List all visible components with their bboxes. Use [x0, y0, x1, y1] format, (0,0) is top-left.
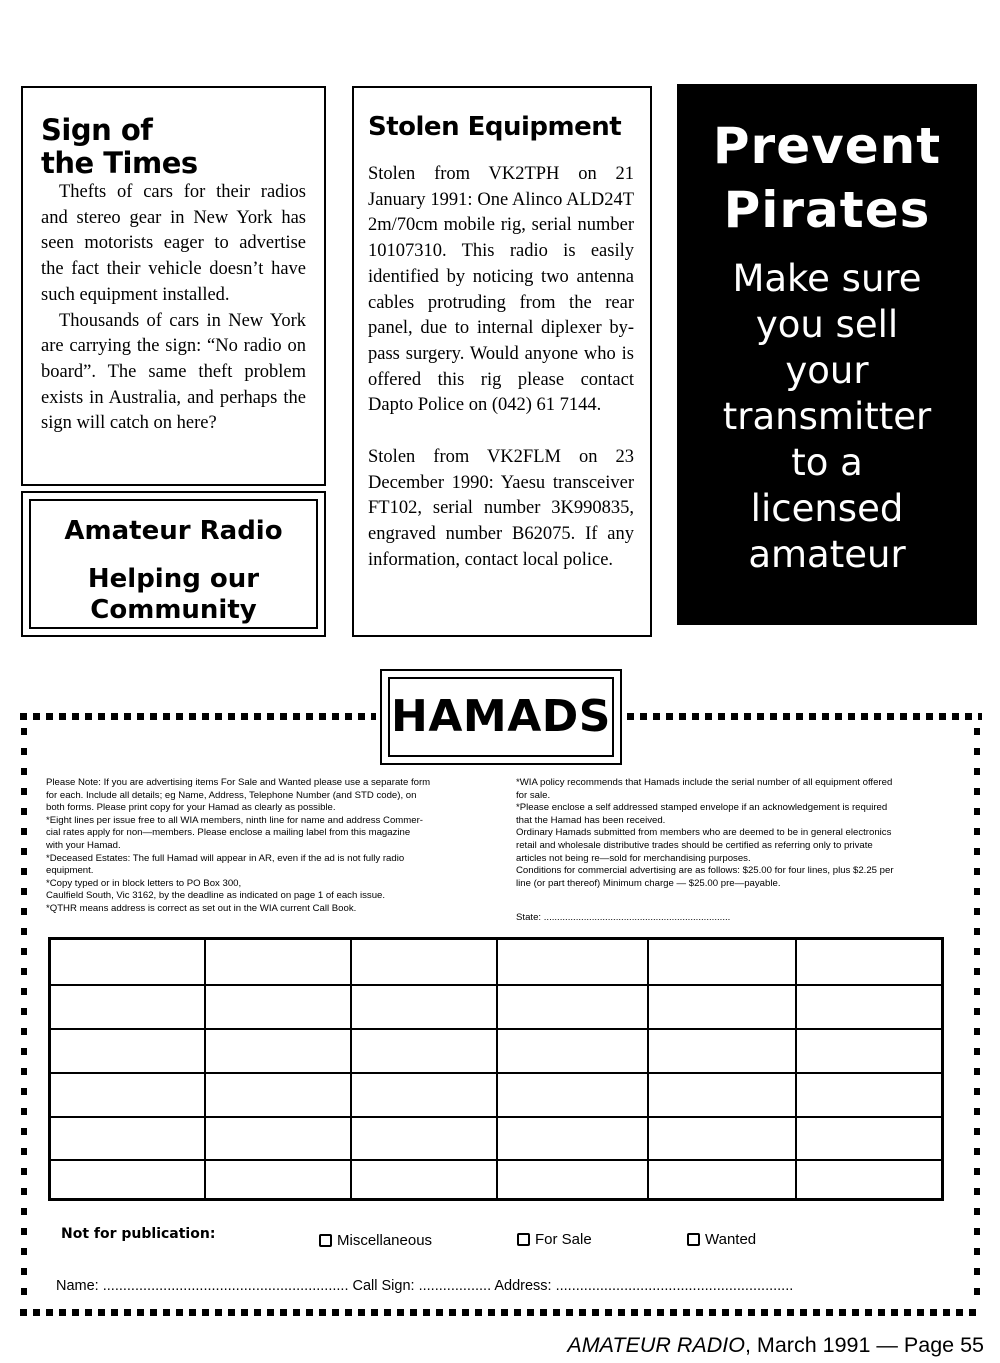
- grid-lines: [51, 940, 941, 1198]
- option-wanted[interactable]: [687, 1231, 756, 1248]
- note-line: Caulfield South, Vic 3162, by the deadline as indicated on page 1 of each issue.: [46, 890, 386, 902]
- stolen-equipment-box: [352, 86, 652, 637]
- checkbox-icon[interactable]: [517, 1233, 530, 1246]
- not-for-publication-label: Not for publication:: [61, 1226, 216, 1242]
- pirates-msg-line: licensed: [750, 487, 904, 530]
- ar-line-2: Helping our: [87, 564, 260, 594]
- note-line: for each. Include all details; eg Name, Address, Telephone Number (and STD code), on: [46, 789, 417, 801]
- page-footer: [567, 1333, 984, 1358]
- option-for-sale[interactable]: [517, 1231, 592, 1248]
- note-line: retail and wholesale distributive trades should be certified as referring only to private: [516, 839, 873, 851]
- pirates-msg-line: Make sure: [732, 257, 922, 300]
- option-label: For Sale: [535, 1231, 592, 1248]
- note-line: line (or part thereof) Minimum charge — $25.00 pre—payable.: [516, 877, 781, 889]
- note-line: for sale.: [516, 789, 551, 801]
- checkbox-icon[interactable]: [687, 1233, 700, 1246]
- ar-line-3: Community: [90, 595, 257, 625]
- note-line: with your Hamad.: [46, 839, 121, 851]
- option-label: Wanted: [705, 1231, 757, 1248]
- pirates-msg-line: amateur: [748, 533, 906, 576]
- sign-of-the-times-title: [41, 114, 306, 180]
- hamads-notes-right: [516, 777, 894, 890]
- note-line: cial rates apply for non—members. Please enclose a mailing label from this magazine: [46, 827, 411, 839]
- hamad-entry-grid[interactable]: [48, 937, 944, 1201]
- title-line-1: Sign of: [41, 113, 153, 147]
- option-miscellaneous[interactable]: [319, 1232, 432, 1249]
- stolen-paragraph-1: Stolen from VK2TPH on 21 January 1991: One Alinco ALD24T 2m/70cm mobile rig, serial number 10107310. This radio is easily identified by noticing two antenna cables protruding from the rear panel, due to internal diplexer by-pass surgery. Would anyone who is offered this rig please contact Dapto Police on (042) 61 7144.: [368, 164, 634, 416]
- name-callsign-address-line[interactable]: Name: ............................................................. Call Sign: .................. Address: ...........................................................: [56, 1278, 794, 1294]
- sign-paragraph-2: Thousands of cars in New York are carrying the sign: “No radio on board”. The same theft problem exists in Australia, and perhaps the sign will catch on here?: [41, 310, 306, 434]
- note-line: *Copy typed or in block letters to PO Box 300,: [46, 877, 242, 889]
- note-line: both forms. Please print copy for your Hamad as clearly as possible.: [46, 802, 336, 814]
- footer-magazine-name: AMATEUR RADIO: [567, 1333, 745, 1357]
- hamads-border-left: [21, 728, 27, 1306]
- sign-of-the-times-box: [21, 86, 326, 486]
- hamads-border-bottom: [20, 1309, 982, 1316]
- note-line: Ordinary Hamads submitted from members who are deemed to be in general electronics: [516, 827, 892, 839]
- title-line-2: the Times: [41, 146, 198, 180]
- note-line: *Please enclose a self addressed stamped envelope if an acknowledgement is required: [516, 802, 888, 814]
- hamads-border-right: [974, 728, 980, 1306]
- note-line: that the Hamad has been received.: [516, 814, 666, 826]
- pirates-msg-line: you sell: [755, 303, 899, 346]
- pirates-msg-line: transmitter: [722, 395, 932, 438]
- hamads-title-box: [380, 669, 622, 765]
- amateur-radio-community-box: [21, 491, 326, 637]
- note-line: *Eight lines per issue free to all WIA members, ninth line for name and address Commer-: [46, 814, 423, 826]
- state-field-label[interactable]: State: ......................................................................: [516, 912, 731, 923]
- checkbox-icon[interactable]: [319, 1234, 332, 1247]
- hamads-title: HAMADS: [391, 691, 611, 742]
- stolen-equipment-title: Stolen Equipment: [368, 112, 622, 142]
- pirates-title-line-1: Prevent: [712, 117, 942, 175]
- ar-line-1: Amateur Radio: [64, 516, 283, 546]
- sign-paragraph-1: Thefts of cars for their radios and stereo gear in New York has seen motorists eager to advertise the fact their vehicle doesn’t have such equipment installed.: [41, 182, 306, 305]
- pirates-msg-line: your: [785, 349, 869, 392]
- note-line: Conditions for commercial advertising are as follows: $25.00 for four lines, plus $2.25 per: [516, 865, 894, 877]
- prevent-pirates-message: [677, 256, 977, 578]
- note-line: *Deceased Estates: The full Hamad will appear in AR, even if the ad is not fully radio: [46, 852, 405, 864]
- note-line: equipment.: [46, 865, 94, 877]
- note-line: Please Note: If you are advertising items For Sale and Wanted please use a separate form: [46, 777, 431, 788]
- prevent-pirates-box: [677, 84, 977, 625]
- option-label: Miscellaneous: [337, 1232, 433, 1249]
- footer-issue-page: , March 1991 — Page 55: [744, 1333, 984, 1357]
- note-line: *QTHR means address is correct as set out in the WIA current Call Book.: [46, 902, 357, 914]
- pirates-title-line-2: Pirates: [723, 181, 931, 239]
- note-line: *WIA policy recommends that Hamads include the serial number of all equipment offered: [516, 777, 893, 788]
- stolen-paragraph-2: Stolen from VK2FLM on 23 December 1990: Yaesu transceiver FT102, serial number 3K990835, engraved number B62075. If any information, contact local police.: [368, 447, 634, 570]
- hamads-notes-left: [46, 777, 430, 916]
- note-line: articles not being re—sold for merchandising purposes.: [516, 852, 751, 864]
- pirates-msg-line: to a: [791, 441, 863, 484]
- hamads-border-top-left: [20, 713, 376, 720]
- hamads-border-top-right: [627, 713, 982, 720]
- prevent-pirates-title: [677, 114, 977, 242]
